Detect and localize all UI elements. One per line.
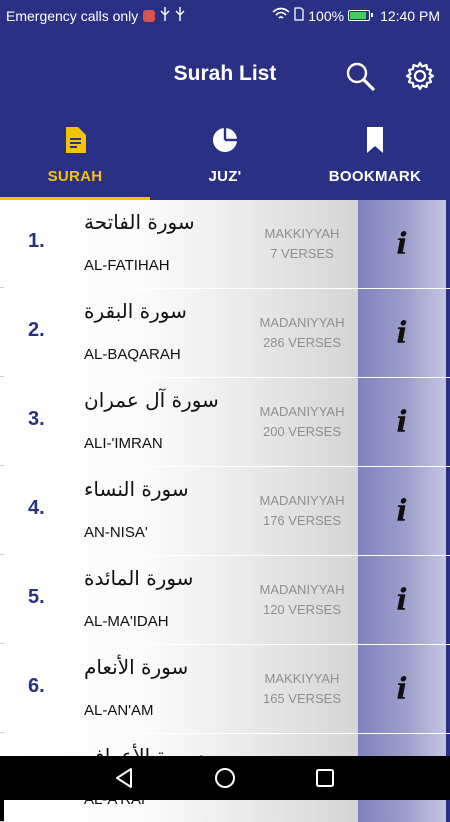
surah-number: 3. — [28, 408, 45, 430]
recents-button[interactable] — [312, 765, 338, 791]
surah-revelation-type: MADANIYYAH — [259, 493, 345, 508]
row-edge — [446, 556, 450, 644]
info-button[interactable] — [358, 378, 446, 466]
list-item[interactable] — [0, 378, 450, 466]
system-nav-bar — [0, 756, 450, 800]
surah-number: 6. — [28, 675, 45, 697]
sim-icon — [294, 7, 304, 24]
document-icon — [64, 126, 86, 154]
search-button[interactable] — [340, 56, 380, 96]
list-item[interactable] — [0, 467, 450, 555]
surah-arabic-name: سورة الأنعام — [84, 655, 189, 679]
surah-verse-count: 7 VERSES — [270, 246, 334, 261]
settings-button[interactable] — [400, 56, 440, 96]
battery-charging-icon — [348, 10, 370, 21]
app-bar — [0, 32, 450, 118]
info-icon: i — [396, 671, 408, 707]
info-button[interactable] — [358, 645, 446, 733]
row-edge — [446, 200, 450, 288]
home-icon — [214, 767, 236, 789]
surah-revelation-type: MADANIYYAH — [259, 582, 345, 597]
surah-card[interactable] — [4, 289, 358, 377]
usb-icon — [160, 7, 170, 24]
surah-card[interactable] — [4, 556, 358, 644]
row-edge — [446, 378, 450, 466]
row-edge — [446, 467, 450, 555]
info-icon: i — [396, 404, 408, 440]
surah-number: 1. — [28, 230, 45, 252]
surah-number: 2. — [28, 319, 45, 341]
tab-juz[interactable] — [150, 118, 300, 200]
surah-latin-name: AL-AN'AM — [84, 702, 154, 719]
info-icon: i — [396, 226, 408, 262]
info-icon: i — [396, 582, 408, 618]
usb-icon — [175, 7, 185, 24]
surah-latin-name: ALI-'IMRAN — [84, 435, 163, 452]
info-button[interactable] — [358, 200, 446, 288]
tab-bar — [0, 118, 450, 200]
list-item[interactable] — [0, 289, 450, 377]
surah-card[interactable] — [4, 378, 358, 466]
surah-arabic-name: سورة البقرة — [84, 299, 187, 323]
settings-gear-icon — [404, 60, 436, 92]
clock-time: 12:40 PM — [380, 7, 440, 24]
battery-percent: 100% — [308, 7, 345, 24]
surah-card[interactable] — [4, 645, 358, 733]
pie-icon — [211, 126, 239, 154]
surah-latin-name: AL-BAQARAH — [84, 346, 181, 363]
back-button[interactable] — [111, 765, 137, 791]
surah-card[interactable] — [4, 467, 358, 555]
tab-juz-label: JUZ' — [208, 168, 242, 185]
tab-surah-label: SURAH — [47, 168, 103, 185]
info-button[interactable] — [358, 467, 446, 555]
surah-verse-count: 165 VERSES — [262, 691, 342, 706]
status-left — [6, 7, 185, 24]
wifi-icon — [272, 7, 290, 24]
status-right — [272, 7, 440, 24]
info-icon: i — [396, 315, 408, 351]
surah-latin-name: AN-NISA' — [84, 524, 148, 541]
tab-bookmark-label: BOOKMARK — [328, 168, 422, 185]
back-icon — [113, 767, 135, 789]
surah-revelation-type: MAKKIYYAH — [264, 671, 340, 686]
notification-badge-icon — [143, 10, 155, 22]
list-item[interactable] — [0, 556, 450, 644]
row-edge — [446, 645, 450, 733]
bookmark-icon — [365, 126, 385, 154]
surah-revelation-type: MADANIYYAH — [259, 404, 345, 419]
info-icon: i — [396, 493, 408, 529]
home-button[interactable] — [212, 765, 238, 791]
page-title: Surah List — [173, 62, 277, 85]
surah-revelation-type: MAKKIYYAH — [264, 226, 340, 241]
surah-arabic-name: سورة الفاتحة — [84, 210, 195, 234]
list-item[interactable] — [0, 200, 450, 288]
surah-number: 5. — [28, 586, 45, 608]
surah-latin-name: AL-MA'IDAH — [84, 613, 169, 630]
search-icon — [344, 60, 376, 92]
surah-arabic-name: سورة النساء — [84, 477, 189, 501]
surah-verse-count: 286 VERSES — [262, 335, 342, 350]
surah-number: 4. — [28, 497, 45, 519]
surah-card[interactable] — [4, 200, 358, 288]
surah-revelation-type: MADANIYYAH — [259, 315, 345, 330]
tab-bookmark[interactable] — [300, 118, 450, 200]
surah-verse-count: 176 VERSES — [262, 513, 342, 528]
surah-latin-name: AL-FATIHAH — [84, 257, 170, 274]
surah-verse-count: 200 VERSES — [262, 424, 342, 439]
surah-list[interactable] — [0, 200, 450, 756]
info-button[interactable] — [358, 289, 446, 377]
surah-verse-count: 120 VERSES — [262, 602, 342, 617]
carrier-text: Emergency calls only — [6, 7, 139, 24]
recents-icon — [315, 768, 335, 788]
list-item[interactable] — [0, 645, 450, 733]
surah-arabic-name: سورة آل عمران — [84, 388, 219, 412]
status-bar — [0, 0, 450, 32]
surah-arabic-name: سورة المائدة — [84, 566, 194, 590]
tab-surah[interactable] — [0, 118, 150, 200]
info-button[interactable] — [358, 556, 446, 644]
row-edge — [446, 289, 450, 377]
